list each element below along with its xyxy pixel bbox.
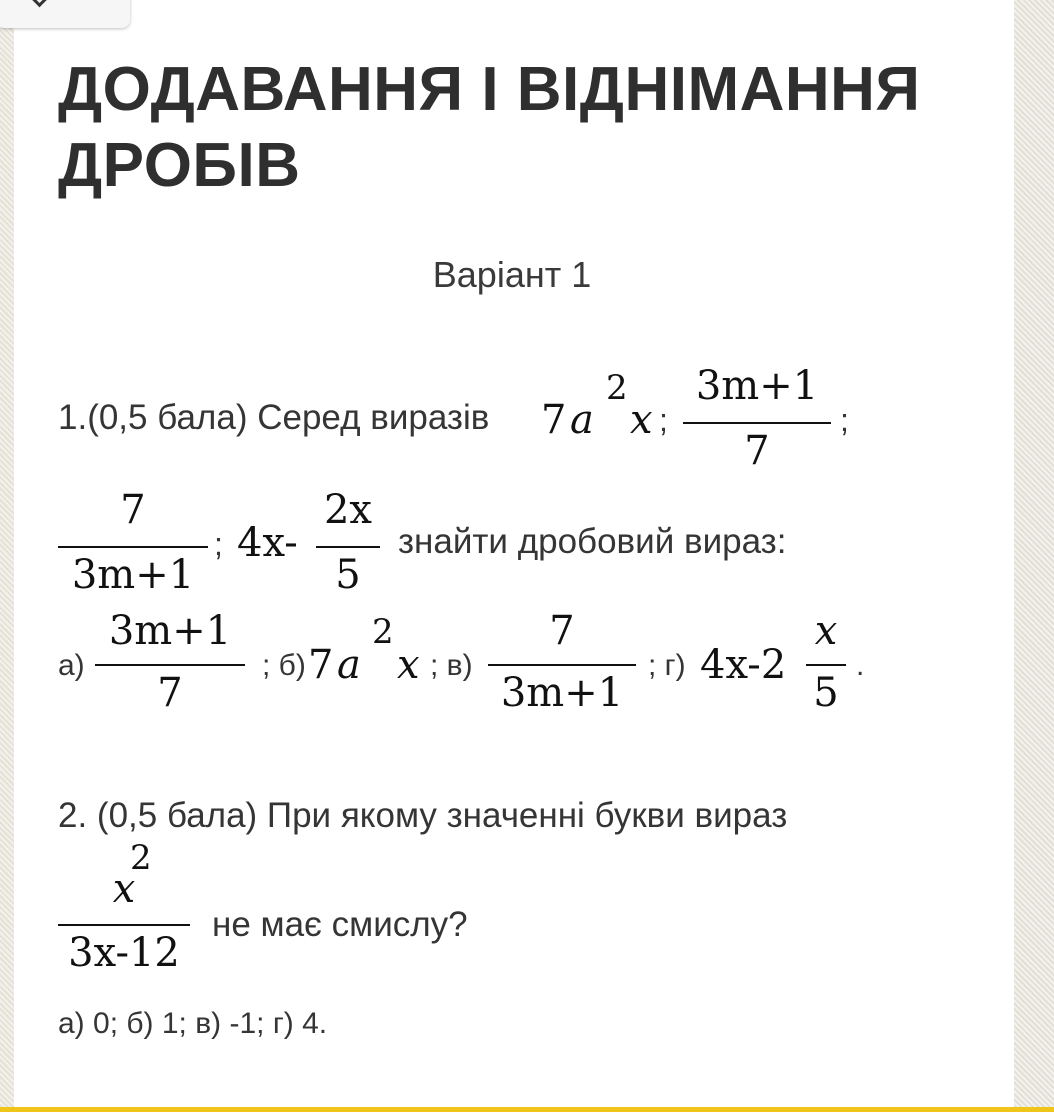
q1-option-v-line [488, 664, 636, 666]
q1-option-b-exp: 2 [372, 612, 394, 652]
q1-expr4-head: 4x- [237, 520, 298, 566]
bottom-accent-bar [0, 1107, 1054, 1112]
page-border-left [0, 0, 14, 1112]
q1-expr4-line [316, 546, 380, 548]
q1-option-g-line [806, 664, 846, 666]
q1-frac1-line [683, 422, 831, 424]
q1-expr-a-coef: 7 [541, 397, 567, 443]
q1-option-b-coef: 7 [308, 642, 334, 688]
chevron-back-icon [32, 0, 48, 7]
q1-suffix: знайти дробовий вираз: [398, 522, 787, 561]
q2-frac-line [58, 924, 190, 926]
q1-option-end: . [856, 649, 865, 682]
q1-option-v-den: 3m+1 [500, 670, 624, 716]
q1-option-b-var: a [337, 642, 361, 688]
q1-prefix: 1.(0,5 бала) Серед виразів [58, 398, 490, 437]
q1-expr-a-var2: x [630, 397, 653, 443]
q2-suffix: не має смислу? [212, 905, 468, 944]
q1-option-g-num: x [814, 608, 838, 654]
q1-option-v-num: 7 [549, 608, 575, 654]
q1-sep2: ; [840, 402, 849, 438]
q2-frac-num: x [112, 866, 136, 912]
q1-option-a-label: а) [58, 649, 85, 682]
page-title: ДОДАВАННЯ І ВІДНІМАННЯ ДРОБІВ [58, 55, 921, 200]
q1-frac2-num: 7 [120, 487, 146, 533]
q1-expr4-den: 5 [335, 552, 361, 598]
q1-option-v-label: ; в) [430, 649, 473, 682]
q1-option-b-var2: x [397, 642, 420, 688]
q1-expr-a-var: a [570, 397, 594, 443]
q1-frac2-den: 3m+1 [71, 552, 195, 598]
q1-option-b-label: ; б) [262, 649, 306, 682]
q1-expr4-num: 2x [323, 487, 372, 533]
q1-option-a-line [95, 664, 245, 666]
variant-label: Варіант 1 [432, 254, 592, 295]
q1-frac2-line [58, 546, 208, 548]
q1-frac1-den: 7 [744, 428, 770, 474]
q1-option-g-head: 4x-2 [700, 642, 787, 688]
q2-prefix: 2. (0,5 бала) При якому значенні букви вираз [58, 796, 788, 835]
q1-sep3: ; [214, 526, 223, 562]
q1-expr-a-exp: 2 [606, 368, 628, 408]
q2-options: а) 0; б) 1; в) -1; г) 4. [58, 1007, 328, 1040]
q2-frac-den: 3x-12 [68, 930, 180, 976]
q1-sep1: ; [659, 402, 668, 438]
q1-option-g-label: ; г) [648, 649, 686, 682]
q1-option-g-den: 5 [813, 670, 839, 716]
page-border-right [1014, 0, 1054, 1112]
q2-frac-num-exp: 2 [130, 838, 152, 878]
q1-frac1-num: 3m+1 [695, 363, 819, 409]
q1-option-a-num: 3m+1 [108, 608, 232, 654]
back-button[interactable] [0, 0, 130, 28]
q1-option-a-den: 7 [157, 670, 183, 716]
